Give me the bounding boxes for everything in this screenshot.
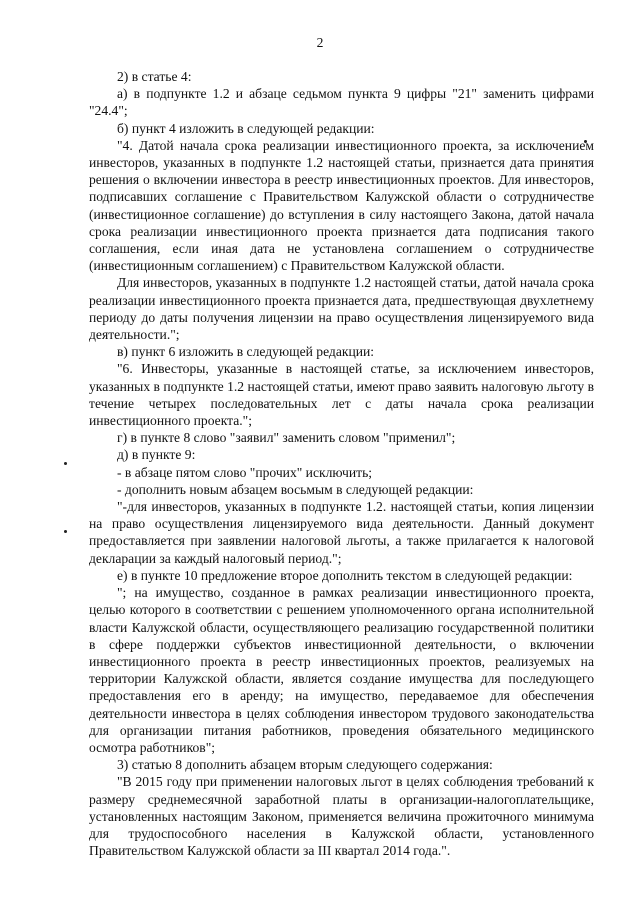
paragraph: "6. Инвесторы, указанные в настоящей статье, за исключением инвесторов, указанных в подпункте 1.2 настоящей статьи, имеют право заявить налоговую льготу в течение четырех последовательных лет с даты начала срока реализации инвестиционного проекта.";	[89, 361, 594, 429]
paragraph: в) пункт 6 изложить в следующей редакции:	[117, 344, 375, 360]
paragraph: г) в пункте 8 слово "заявил" заменить словом "применил";	[117, 430, 456, 446]
paragraph: "; на имущество, созданное в рамках реализации инвестиционного проекта, целью которого в соответствии с решением уполномоченного органа исполнительной власти Калужской области, осуществляющего реализацию государственной политики в сфере поддержки субъектов инвестиционной деятельности, о включении инвестиционного проекта в реестр инвестиционных проектов, реализуемых на территории Калужской области, является создание имущества для последующего предоставления его в аренду; на имущество, передаваемое для обеспечения деятельности инвестора в целях соблюдения инвестором трудового законодательства для организации питания работников, проведения обязательного медицинского осмотра работников";	[89, 585, 594, 755]
document-body	[89, 68, 594, 859]
paragraph: 2) в статье 4:	[117, 69, 192, 84]
scan-speck	[64, 462, 67, 465]
paragraph: Для инвесторов, указанных в подпункте 1.2 настоящей статьи, датой начала срока реализации инвестиционного проекта признается дата, предшествующая двухлетнему периоду до даты получения лицензии на право осуществления лицензируемого вида деятельности.";	[89, 275, 594, 343]
paragraph: е) в пункте 10 предложение второе дополнить текстом в следующей редакции:	[117, 567, 573, 583]
paragraph: "-для инвесторов, указанных в подпункте 1.2. настоящей статьи, копия лицензии на право осуществления лицензируемого вида деятельности. Данный документ предоставляется при заявлении налоговой льготы, а также прилагается к налоговой декларации за каждый налоговый период.";	[89, 499, 594, 566]
paragraph: "4. Датой начала срока реализации инвестиционного проекта, за исключением инвесторов, указанных в подпункте 1.2 настоящей статьи, признается дата принятия решения о включении инвестора в реестр инвестиционных проектов. Для инвесторов, подписавших соглашение с Правительством Калужской области о сотрудничестве (инвестиционное соглашение) до вступления в силу настоящего Закона, датой начала срока реализации инвестиционного проекта признается дата подписания такого соглашения, если иная дата не установлена соглашением о сотрудничестве (инвестиционным соглашением) с Правительством Калужской области.	[89, 137, 594, 274]
paragraph: - дополнить новым абзацем восьмым в следующей редакции:	[117, 481, 474, 497]
scan-speck	[64, 530, 67, 533]
paragraph: "В 2015 году при применении налоговых льгот в целях соблюдения требований к размеру среднемесячной заработной платы в организации-налогоплательщике, установленных настоящим Законом, применяется величина прожиточного минимума для трудоспособного населения в Калужской области, установленного Правительством Калужской области за III квартал 2014 года.".	[89, 774, 594, 859]
paragraph: 3) статью 8 дополнить абзацем вторым следующего содержания:	[117, 757, 493, 773]
paragraph: - в абзаце пятом слово "прочих" исключить;	[117, 464, 373, 480]
paragraph: а) в подпункте 1.2 и абзаце седьмом пункта 9 цифры "21" заменить цифрами "24.4";	[89, 86, 594, 119]
paragraph: б) пункт 4 изложить в следующей редакции:	[117, 120, 375, 136]
page-number: 2	[316, 35, 324, 50]
paragraph: д) в пункте 9:	[117, 447, 196, 463]
